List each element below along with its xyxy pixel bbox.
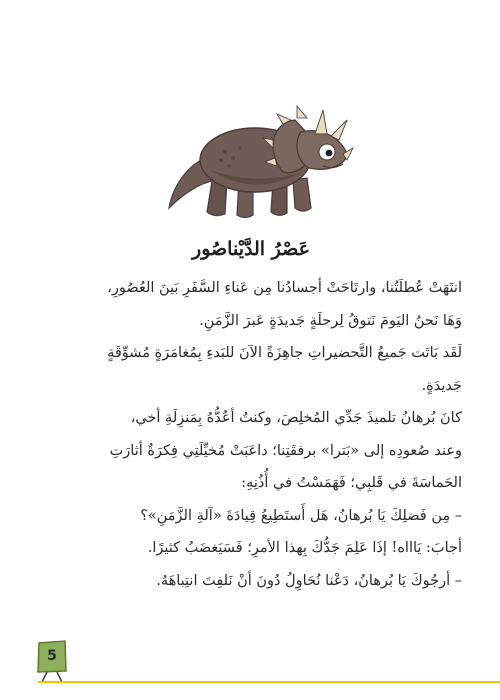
triceratops-dinosaur-icon [155, 100, 355, 225]
story-line: وعند صُعودِه إلى «بَترا» برفقَتِنا؛ داعَبَتْ مُخيِّلَتِي فِكرَةٌ أثارَتِ [109, 442, 462, 459]
dialogue-line: – أرجُوكَ يَا بُرهانُ، دَعْنا نُحَاوِلُ دُونَ أنْ نَلفِتَ انتِباهَهُ. [156, 572, 462, 589]
story-section [40, 236, 462, 597]
story-line: جَديدَةٍ. [421, 377, 462, 394]
footer-line [38, 681, 500, 683]
dialogue-line: – مِن فَضلِكَ يَا بُرهانُ، هَل أَستَطِيعُ قِيادَةَ «آلةِ الزَّمَنِ»؟ [140, 507, 462, 524]
story-line: لَقَد بَاتَت جَميعُ التَّحضيراتِ جاهِزَةً الآنَ للبَدءِ بِمُغامَرَةٍ مُشوِّقَةٍ [107, 345, 462, 361]
triceratops-illustration [155, 100, 355, 225]
dialogue-line: أجابَ: يَاااه! إذَا عَلِمَ جَدُّكَ بِهذا الأمرِ؛ فَسَيَغضَبُ كثيرًا. [147, 540, 462, 556]
story-line: كانَ بُرهانُ تلميذَ جَدِّي المُخلِصَ، وكنتُ أعُدُّهُ بِمَنزِلَةِ أخي، [130, 410, 462, 426]
story-title: عَصْرُ الدَّيْناصُور [192, 238, 310, 260]
page-number-badge [37, 640, 67, 674]
story-line: الحَماسَةَ في قَلبِي؛ فَهَمَسْتُ في أُذُنِهِ: [241, 475, 462, 491]
page-number: 5 [47, 648, 57, 664]
story-line: انتَهَتْ عُطلَتُنا، وارتَاحَتْ أجسادُنا مِن عَناءِ السَّفَرِ بَينَ العُصُورِ، [107, 280, 462, 296]
story-line: وَهَا نَحنُ اليَومَ نَتوقُ لِرحلَةٍ جَديدَةٍ عَبرَ الزَّمَنِ. [199, 312, 462, 329]
